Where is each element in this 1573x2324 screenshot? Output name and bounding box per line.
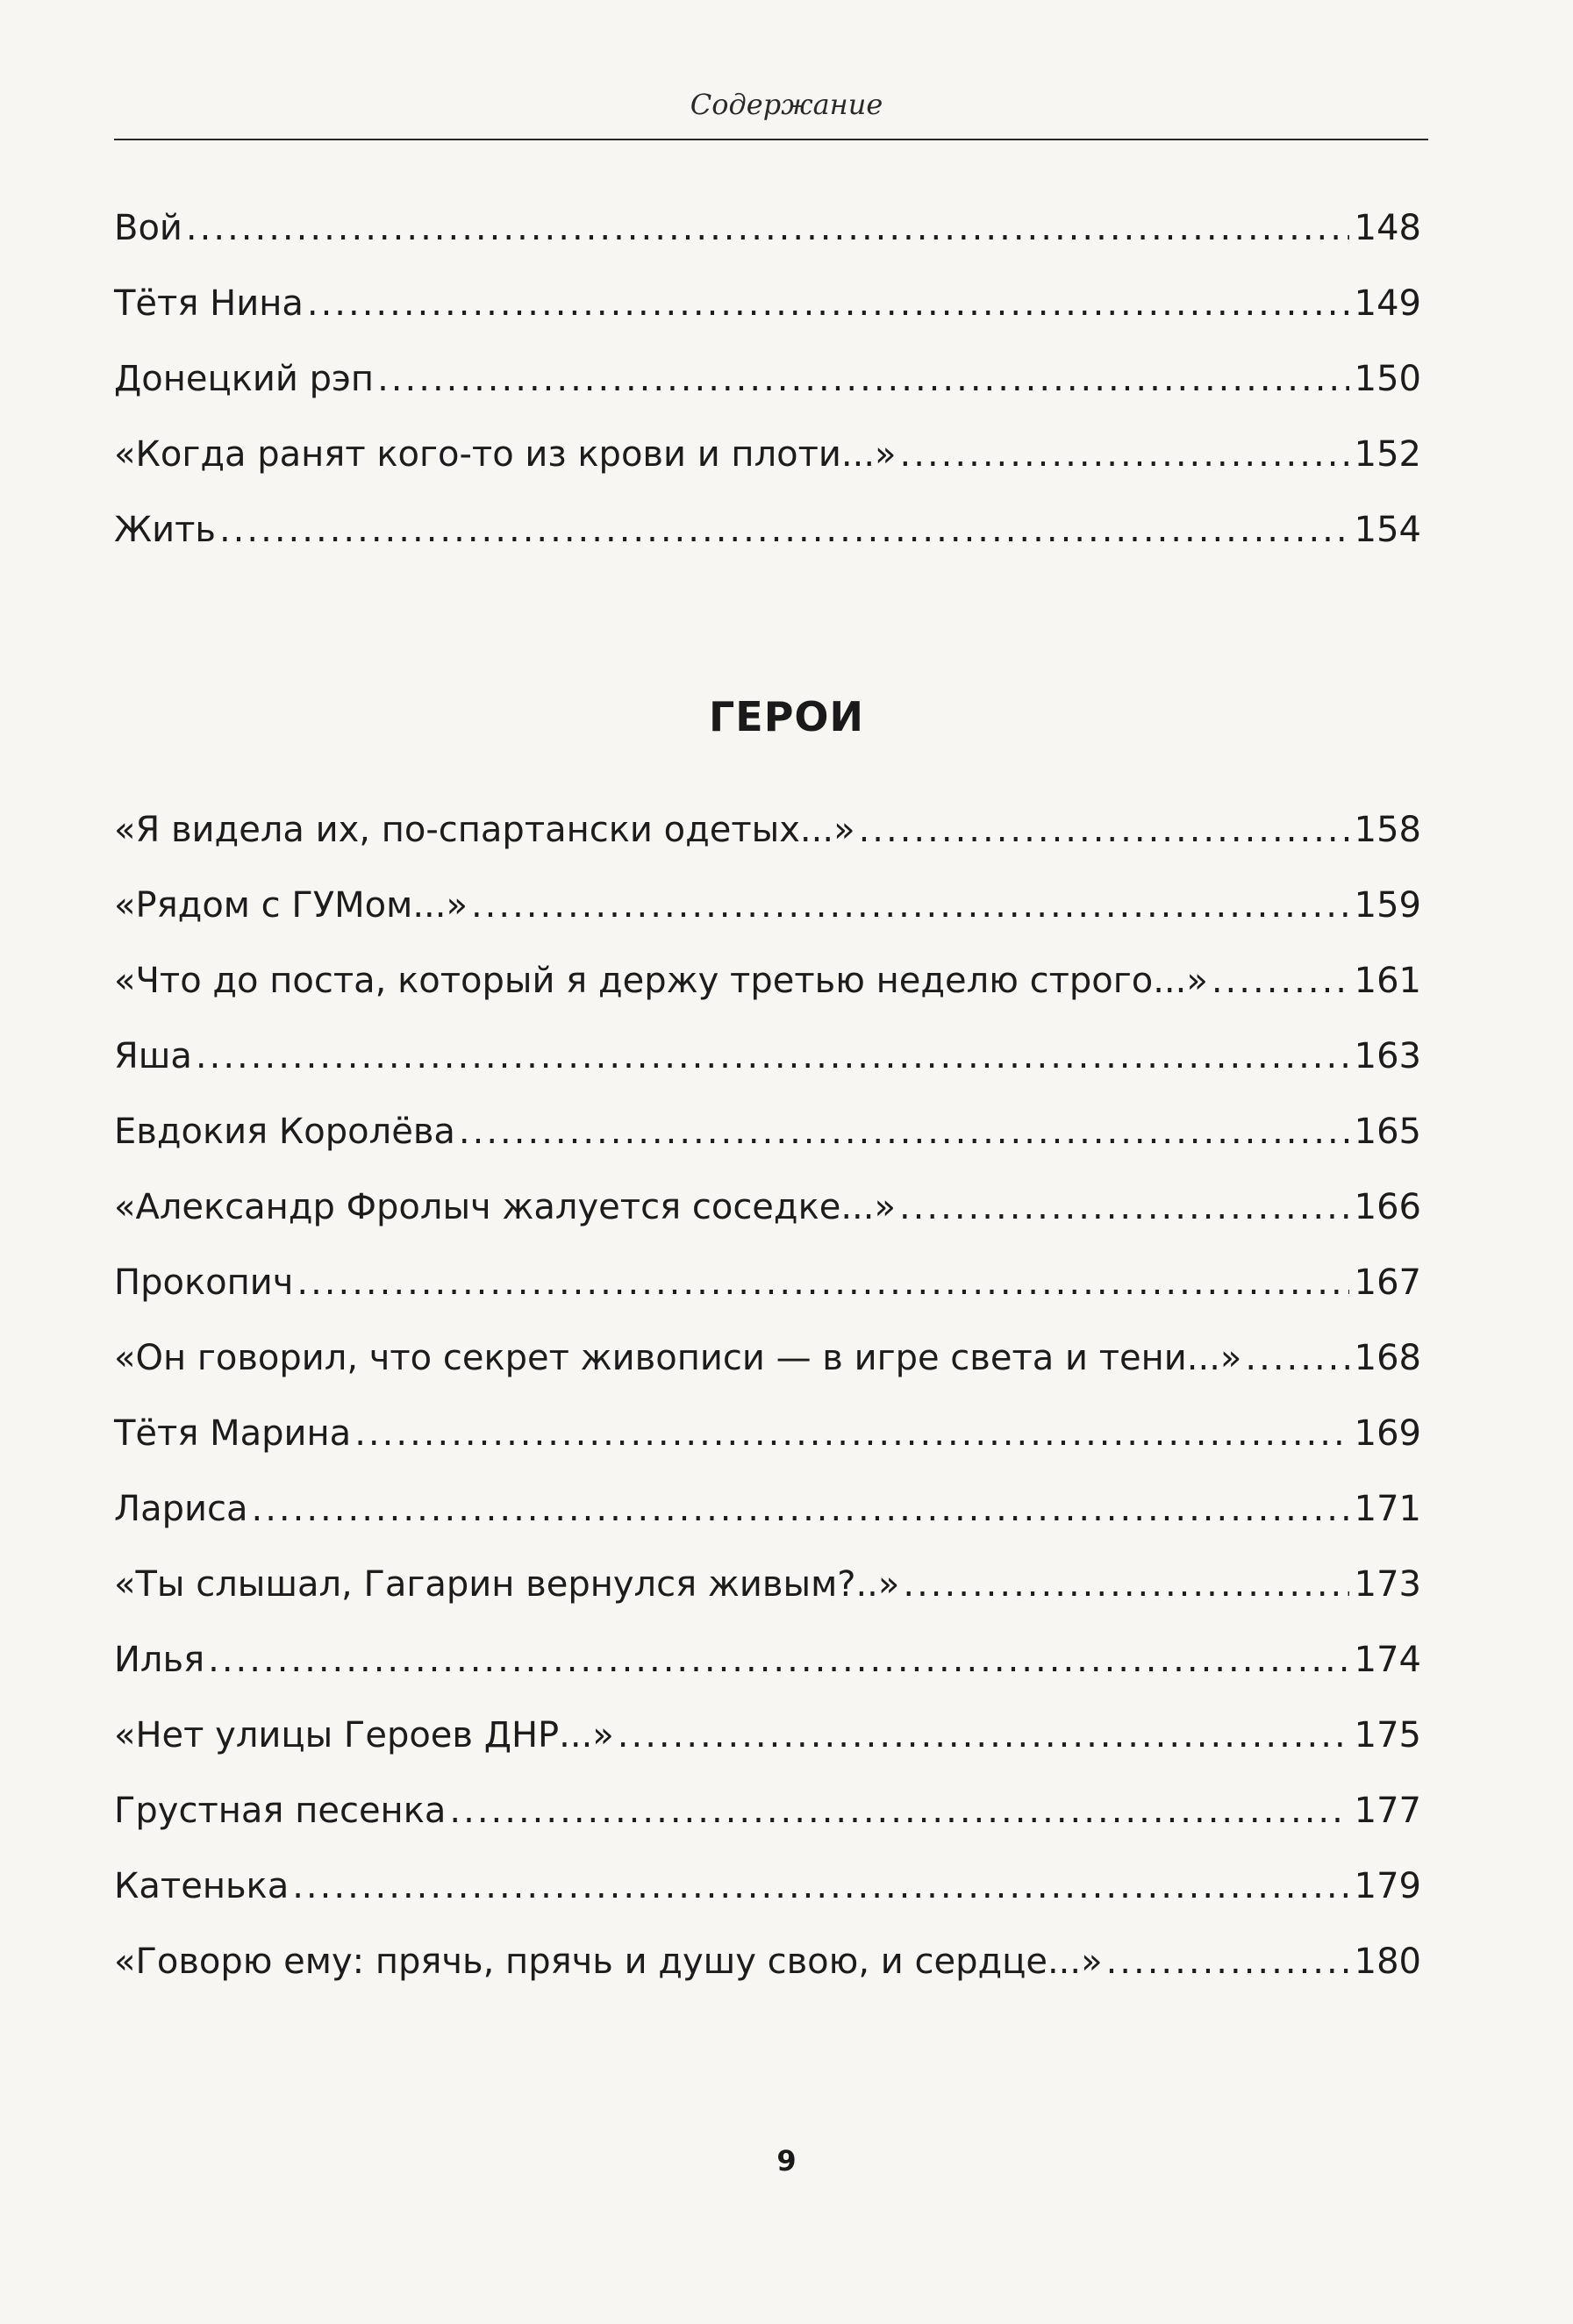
toc-dot-leader: [449, 1790, 1348, 1832]
toc-entry: [114, 207, 1421, 282]
toc-entry-page: 154: [1354, 510, 1421, 550]
toc-entry: [114, 1111, 1421, 1186]
toc-entry: [114, 1262, 1421, 1337]
toc-entry-page: 180: [1354, 1941, 1421, 1982]
toc-entry-page: 167: [1354, 1262, 1421, 1303]
toc-dot-leader: [251, 1488, 1348, 1530]
toc-dot-leader: [297, 1262, 1348, 1304]
toc-dot-leader: [859, 809, 1349, 851]
toc-entry-title: Катенька: [114, 1866, 290, 1906]
running-head: Содержание: [690, 88, 883, 121]
toc-entry-title: «Ты слышал, Гагарин вернулся живым?..»: [114, 1564, 900, 1605]
toc-dot-leader: [903, 1563, 1348, 1605]
toc-entry-page: 149: [1354, 283, 1421, 324]
section-heading: ГЕРОИ: [708, 693, 865, 740]
toc-entry-title: «Я видела их, по-спартански одетых...»: [114, 810, 855, 850]
toc-entry-page: 166: [1354, 1187, 1421, 1227]
toc-entry: [114, 509, 1421, 584]
toc-dot-leader: [618, 1714, 1349, 1756]
toc-entry-title: Грустная песенка: [114, 1791, 447, 1831]
toc-entry-page: 165: [1354, 1112, 1421, 1152]
toc-entry: [114, 358, 1421, 433]
toc-entry: [114, 1941, 1421, 2016]
toc-entry-title: Лариса: [114, 1489, 248, 1529]
toc-dot-leader: [459, 1111, 1349, 1153]
toc-entry: [114, 1035, 1421, 1111]
toc-entry-title: Донецкий рэп: [114, 359, 375, 399]
toc-entry-page: 158: [1354, 810, 1421, 850]
toc-dot-leader: [196, 1035, 1349, 1077]
toc-entry: [114, 884, 1421, 960]
toc-entry-title: «Что до поста, который я держу третью неделю строго...»: [114, 961, 1208, 1001]
toc-entry-title: Евдокия Королёва: [114, 1112, 455, 1152]
toc-entry-page: 174: [1354, 1640, 1421, 1680]
toc-dot-leader: [1106, 1941, 1349, 1983]
toc-dot-leader: [899, 1186, 1349, 1228]
toc-entry-title: «Рядом с ГУМом...»: [114, 885, 468, 926]
toc-dot-leader: [900, 433, 1349, 476]
toc-list-second: [114, 809, 1421, 2016]
toc-entry-page: 148: [1354, 208, 1421, 248]
toc-dot-leader: [186, 207, 1349, 249]
toc-entry: [114, 1865, 1421, 1941]
toc-entry: [114, 282, 1421, 358]
toc-entry-page: 168: [1354, 1338, 1421, 1378]
toc-entry: [114, 960, 1421, 1035]
toc-entry-title: Тётя Марина: [114, 1413, 352, 1454]
toc-dot-leader: [354, 1412, 1348, 1455]
toc-entry: [114, 1563, 1421, 1639]
toc-dot-leader: [208, 1639, 1349, 1681]
toc-entry-title: Вой: [114, 208, 182, 248]
toc-entry-page: 152: [1354, 434, 1421, 475]
toc-entry-page: 169: [1354, 1413, 1421, 1454]
toc-entry-title: «Нет улицы Героев ДНР...»: [114, 1715, 614, 1756]
toc-dot-leader: [292, 1865, 1348, 1907]
toc-entry-page: 171: [1354, 1489, 1421, 1529]
toc-entry: [114, 1186, 1421, 1262]
toc-entry: [114, 1488, 1421, 1563]
toc-entry-title: «Когда ранят кого-то из крови и плоти...»: [114, 434, 897, 475]
toc-dot-leader: [1212, 960, 1349, 1002]
toc-entry-title: Прокопич: [114, 1262, 294, 1303]
toc-dot-leader: [307, 282, 1349, 325]
toc-entry-title: Жить: [114, 510, 216, 550]
toc-entry-title: Илья: [114, 1640, 205, 1680]
toc-entry-title: «Он говорил, что секрет живописи — в игре света и тени...»: [114, 1338, 1242, 1378]
toc-entry: [114, 433, 1421, 509]
toc-entry-page: 159: [1354, 885, 1421, 926]
toc-entry-page: 150: [1354, 359, 1421, 399]
toc-entry-page: 175: [1354, 1715, 1421, 1756]
header-rule: [114, 139, 1428, 140]
page-number: 9: [776, 2144, 797, 2177]
toc-entry: [114, 1639, 1421, 1714]
toc-entry: [114, 1714, 1421, 1790]
toc-dot-leader: [219, 509, 1349, 551]
toc-entry-title: Тётя Нина: [114, 283, 304, 324]
toc-entry: [114, 1337, 1421, 1412]
toc-list-first: [114, 207, 1421, 584]
toc-entry-page: 179: [1354, 1866, 1421, 1906]
toc-dot-leader: [471, 884, 1349, 926]
toc-entry-title: Яша: [114, 1036, 192, 1076]
toc-entry: [114, 809, 1421, 884]
toc-entry: [114, 1790, 1421, 1865]
toc-entry-page: 177: [1354, 1791, 1421, 1831]
toc-dot-leader: [1245, 1337, 1348, 1379]
toc-entry: [114, 1412, 1421, 1488]
toc-entry-page: 173: [1354, 1564, 1421, 1605]
toc-entry-title: «Говорю ему: прячь, прячь и душу свою, и сердце...»: [114, 1941, 1103, 1982]
toc-entry-page: 161: [1354, 961, 1421, 1001]
toc-entry-page: 163: [1354, 1036, 1421, 1076]
toc-entry-title: «Александр Фролыч жалуется соседке...»: [114, 1187, 896, 1227]
toc-dot-leader: [377, 358, 1349, 400]
